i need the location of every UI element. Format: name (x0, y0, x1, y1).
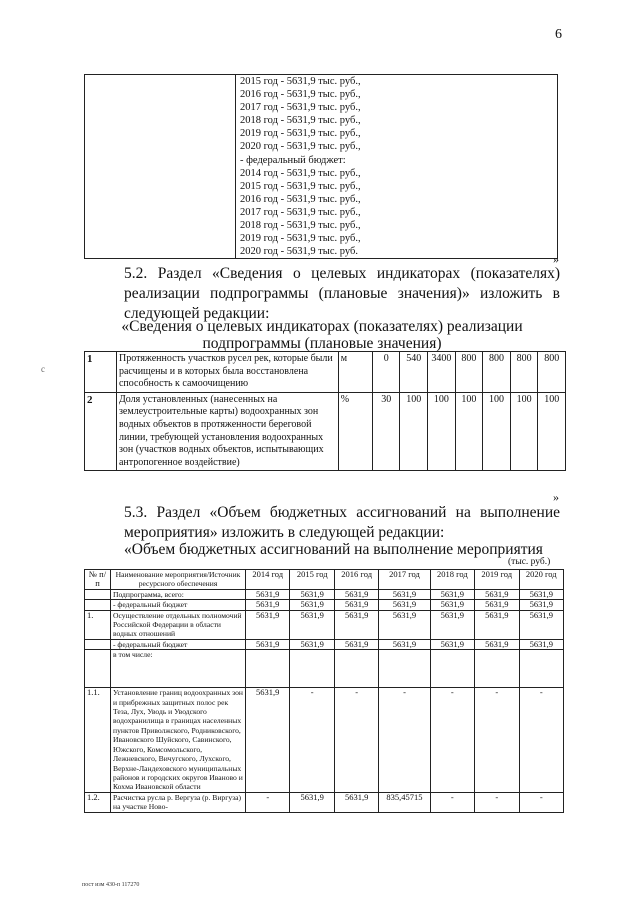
funding-line: 2017 год - 5631,9 тыс. руб., (240, 102, 361, 114)
indicators-table (84, 351, 566, 471)
table-row: 2 Доля установленных (нанесенных на землеустроительные карты) водоохранных зон водных объектов в протяженности береговой линии, требующей установления водоохранных зон (участков водных объектов, испытывающих антропогенное воздействие) % 30 100 100 100 100 100 100 (85, 392, 566, 471)
table-row: 1.2. Расчистка русла р. Вергуза (р. Виргуза) на участке Ново- - 5631,9 5631,9 835,45715 - - - (85, 792, 564, 812)
table-row: 1. Осуществление отдельных полномочий Российской Федерации в области водных отношений 5631,9 5631,9 5631,9 5631,9 5631,9 5631,9 5631,9 (85, 610, 564, 639)
closing-quote: » (553, 252, 559, 266)
budget-table (84, 569, 564, 813)
funding-line: 2018 год - 5631,9 тыс. руб., (240, 115, 361, 127)
funding-line: 2020 год - 5631,9 тыс. руб. (240, 246, 358, 258)
funding-line: 2019 год - 5631,9 тыс. руб., (240, 233, 361, 245)
table-row: - федеральный бюджет 5631,9 5631,9 5631,9 5631,9 5631,9 5631,9 5631,9 (85, 600, 564, 610)
funding-line: 2015 год - 5631,9 тыс. руб., (240, 180, 361, 192)
section-5-2-paragraph: 5.2. Раздел «Сведения о целевых индикаторах (показателях) реализации подпрограммы (плановые значения)» изложить в следующей редакции: (124, 265, 560, 322)
table-row: - федеральный бюджет 5631,9 5631,9 5631,9 5631,9 5631,9 5631,9 5631,9 (85, 639, 564, 649)
funding-line: 2015 год - 5631,9 тыс. руб., (240, 76, 361, 87)
funding-line: 2014 год - 5631,9 тыс. руб., (240, 167, 361, 179)
funding-line: 2016 год - 5631,9 тыс. руб., (240, 193, 361, 205)
funding-line: - федеральный бюджет: (240, 154, 346, 166)
funding-line: 2017 год - 5631,9 тыс. руб., (240, 206, 361, 218)
funding-line: 2020 год - 5631,9 тыс. руб., (240, 141, 361, 153)
table-row: Подпрограмма, всего: 5631,9 5631,9 5631,9 5631,9 5631,9 5631,9 5631,9 (85, 589, 564, 599)
funding-line: 2016 год - 5631,9 тыс. руб., (240, 89, 361, 101)
funding-line: 2019 год - 5631,9 тыс. руб., (240, 128, 361, 140)
page-number: 6 (555, 27, 562, 42)
indicators-title: «Сведения о целевых индикаторах (показателях) реализации подпрограммы (плановые значения) (121, 318, 523, 352)
table-header-row: № п/п Наименование мероприятия/Источник ресурсного обеспечения 2014 год 2015 год 2016 год 2017 год 2018 год 2019 год 2020 год (85, 570, 564, 590)
units-label: (тыс. руб.) (508, 557, 551, 567)
funding-continuation-table (84, 74, 558, 259)
budget-title: «Объем бюджетных ассигнований на выполнение мероприятия (124, 541, 543, 558)
footer-note: пост изм 430-п 117270 (82, 882, 140, 888)
funding-lines-cell (236, 75, 558, 259)
funding-line: 2018 год - 5631,9 тыс. руб., (240, 220, 361, 232)
empty-label-cell (85, 75, 236, 259)
table-row: 1.1. Установление границ водоохранных зон и прибрежных защитных полос рек Теза, Лух, Уводь и Уводского водохранилища в границах населенных пунктов Приволжского, Родниковского, Ивановского Шуйского, Савинского, Южского, Комсомольского, Лежневского, Вичугского, Лухского, Верхне-Ландеховского муниципальных районов и городских округов Иваново и Кохма Ивановской области 5631,9 - - - - - - (85, 688, 564, 792)
section-5-3-paragraph: 5.3. Раздел «Объем бюджетных ассигнований на выполнение мероприятия» изложить в следующей редакции: (124, 504, 560, 541)
table-row: 1 Протяженность участков русел рек, которые были расчищены и в которых была восстановлена способность к самоочищению м 0 540 3400 800 800 800 800 (85, 352, 566, 393)
closing-quote: » (553, 490, 559, 504)
margin-mark: c (41, 364, 45, 374)
table-row: в том числе: (85, 650, 564, 688)
